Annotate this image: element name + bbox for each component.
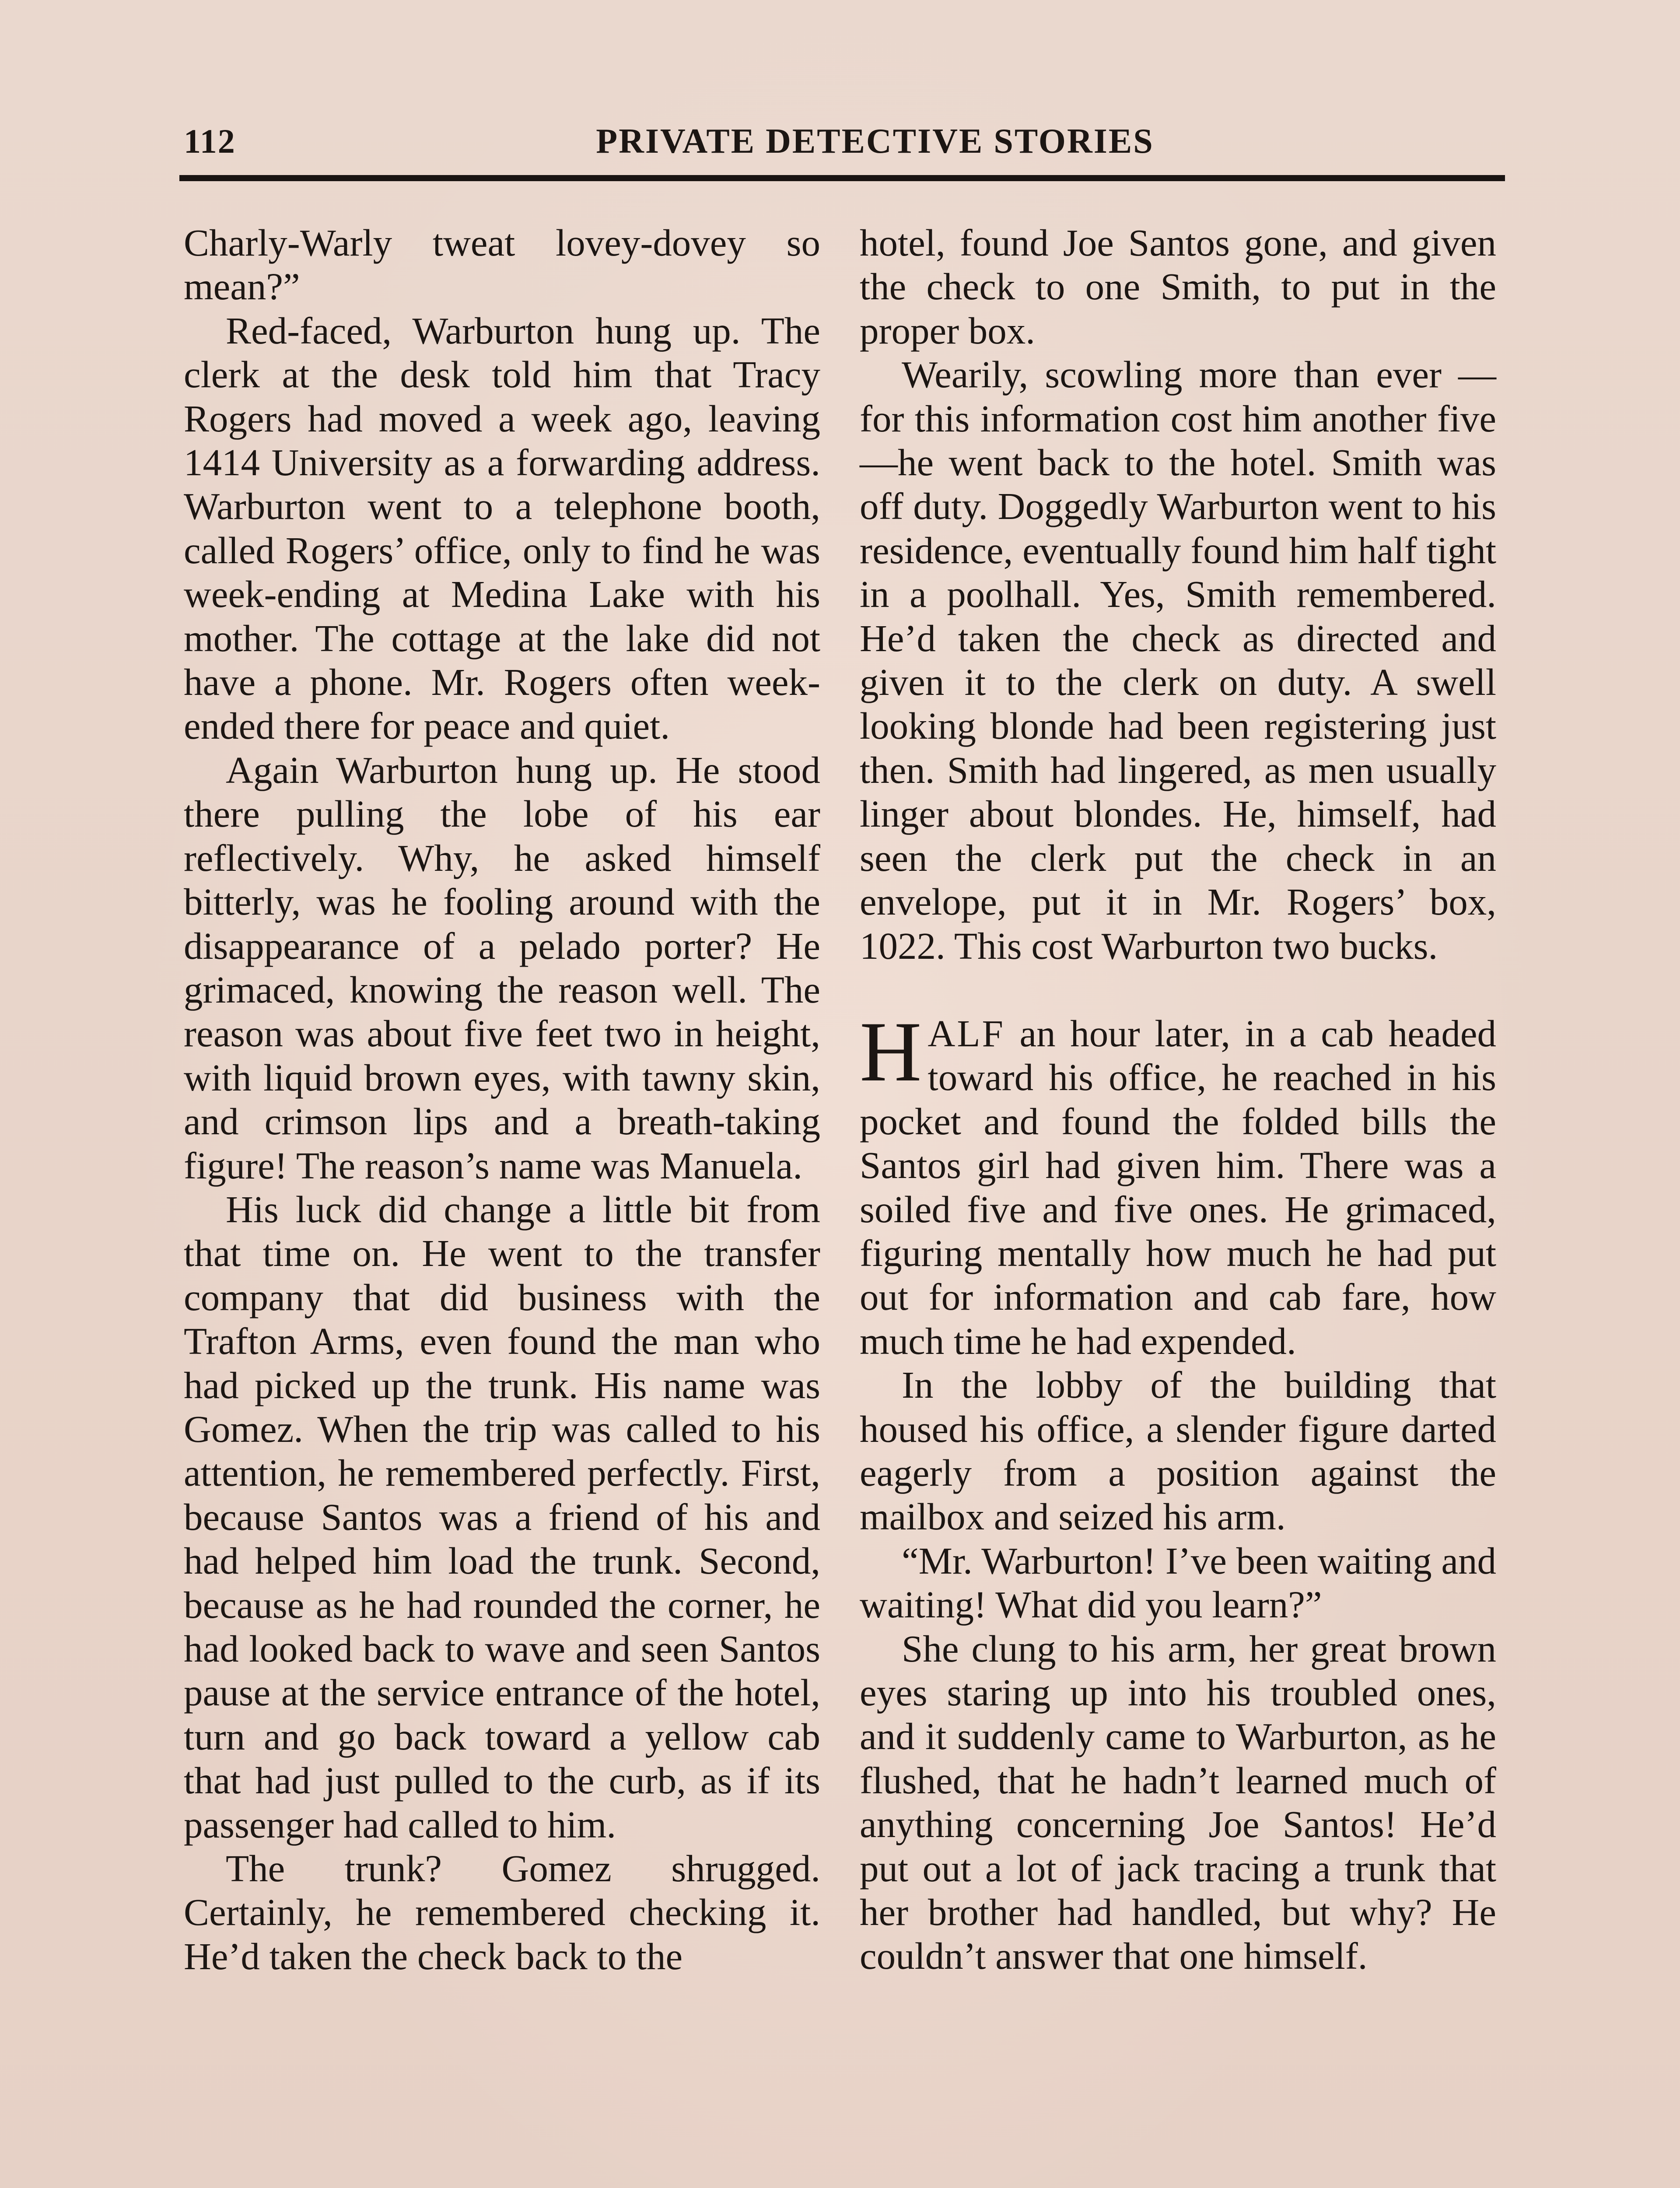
paragraph: Again Warburton hung up. He stood there pulling the lobe of his ear reflectively. Why, he asked himself bitterly, was he fooling around with the disappearance of a pelado porter? He grimaced, knowing the reason well. The reason was about five feet two in height, with liquid brown eyes, with tawny skin, and crimson lips and a breath-taking figure! The reason’s name was Manuela. [184, 748, 820, 1187]
paragraph: hotel, found Joe Santos gone, and given the check to one Smith, to put in the proper box. [860, 221, 1496, 352]
running-title: PRIVATE DETECTIVE STORIES [596, 122, 1154, 161]
page-number: 112 [184, 122, 236, 160]
drop-cap: H [860, 1004, 922, 1099]
section-opening-paragraph [860, 1004, 1496, 1363]
paragraph: “Mr. Warburton! I’ve been waiting and waiting! What did you learn?” [860, 1539, 1496, 1626]
right-column [860, 221, 1496, 1978]
paragraph: Red-faced, Warburton hung up. The clerk at the desk told him that Tracy Rogers had moved a week ago, leaving 1414 University as a forwarding address. Warburton went to a telephone booth, called Rogers’ office, only to find he was week-ending at Medina Lake with his mother. The cottage at the lake did not have a phone. Mr. Rogers often week-ended there for peace and quiet. [184, 309, 820, 747]
page-header [184, 118, 1501, 175]
paragraph: She clung to his arm, her great brown eyes staring up into his troubled ones, and it suddenly came to Warburton, as he flushed, that he hadn’t learned much of anything concerning Joe Santos! He’d put out a lot of jack tracing a trunk that her brother had handled, but why? He couldn’t answer that one himself. [860, 1627, 1496, 1978]
small-caps-lead: ALF [928, 1012, 1005, 1055]
paragraph: Charly-Warly tweat lovey-dovey so mean?” [184, 221, 820, 308]
paragraph: The trunk? Gomez shrugged. Certainly, he remembered checking it. He’d taken the check back to the [184, 1847, 820, 1978]
paragraph: In the lobby of the building that housed his office, a slender figure darted eagerly from a position against the mailbox and seized his arm. [860, 1364, 1496, 1538]
paragraph: Wearily, scowling more than ever —for this information cost him another five—he went back to the hotel. Smith was off duty. Doggedly Warburton went to his residence, eventually found him half tight in a poolhall. Yes, Smith remembered. He’d taken the check as directed and given it to the clerk on duty. A swell looking blonde had been registering just then. Smith had lingered, as men usually linger about blondes. He, himself, had seen the clerk put the check in an envelope, put it in Mr. Rogers’ box, 1022. This cost Warburton two bucks. [860, 353, 1496, 967]
left-column [184, 221, 820, 1978]
paragraph: His luck did change a little bit from that time on. He went to the transfer company that did business with the Trafton Arms, even found the man who had picked up the trunk. His name was Gomez. When the trip was called to his attention, he remembered perfectly. First, because Santos was a friend of his and had helped him load the trunk. Second, because as he had rounded the corner, he had looked back to wave and seen Santos pause at the service entrance of the hotel, turn and go back toward a yellow cab that had just pulled to the curb, as if its passenger had called to him. [184, 1188, 820, 1846]
paragraph-text: an hour later, in a cab headed toward his office, he reached in his pocket and found the folded bills the Santos girl had given him. There was a soiled five and five ones. He grimaced, figuring mentally how much he had put out for information and cab fare, how much time he had expended. [860, 1012, 1496, 1362]
header-rule [179, 175, 1505, 181]
